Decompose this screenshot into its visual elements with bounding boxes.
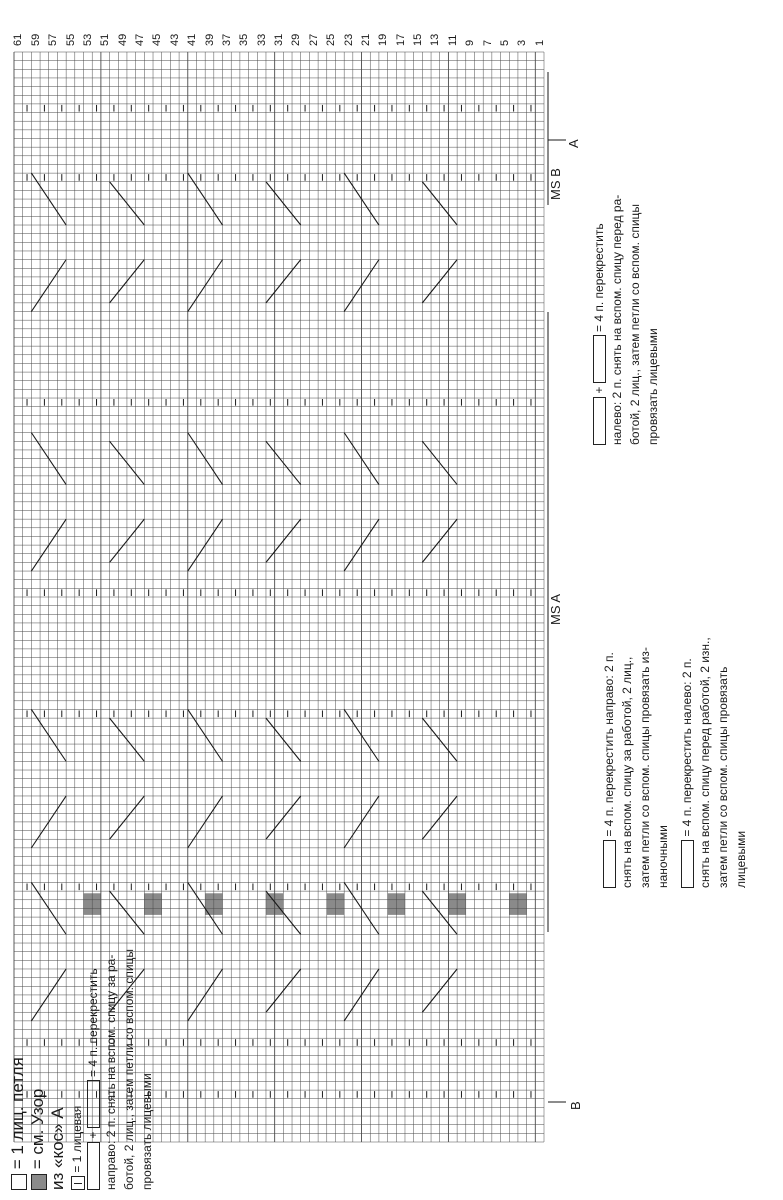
row-number: 21 (359, 33, 372, 46)
row-number: 37 (220, 33, 233, 46)
cable-left-knit-alt-icon (593, 335, 606, 383)
legend-cross-right-purl-2: затем петли со вспом. спицы провязать из- (638, 647, 652, 888)
cable-right-icon (87, 1142, 100, 1190)
cable-right-purl-icon (603, 840, 616, 888)
row-number: 23 (342, 33, 355, 46)
plus-sign: + (86, 1131, 100, 1139)
row-number: 51 (99, 33, 112, 46)
marker-ms-a-label: MS A (548, 593, 563, 625)
legend-knit-stitch-text: = 1 лиц. петля (8, 1057, 27, 1170)
row-number: 5 (498, 39, 511, 46)
row-number: 15 (412, 33, 424, 46)
legend-knit-stitch (8, 1057, 28, 1190)
legend-cross-right-knit-head (86, 968, 101, 1190)
legend-cross-left-purl-2: затем петли со вспом. спицы провязать (716, 666, 730, 888)
empty-cell-icon (11, 1174, 27, 1190)
legend-cross-left-knit-0: = 4 п. перекрестить (592, 223, 606, 332)
legend-knit (70, 1106, 85, 1190)
row-number: 3 (516, 39, 529, 46)
legend-cross-right-purl-0: = 4 п. перекрестить направо: 2 п. (602, 652, 616, 837)
row-number: 33 (255, 33, 268, 46)
row-number: 11 (446, 34, 459, 46)
plus-sign-2: + (592, 386, 606, 394)
row-number: 7 (481, 39, 494, 46)
legend-cross-left-knit-3: провязать лицевыми (646, 328, 660, 445)
row-number: 41 (186, 33, 199, 46)
cable-left-purl-icon (681, 840, 694, 888)
legend-cross-left-knit-head (592, 223, 607, 445)
legend-cross-right-purl-head (602, 652, 617, 888)
row-number: 57 (47, 33, 60, 46)
row-number: 9 (464, 39, 477, 46)
row-number: 19 (377, 33, 390, 46)
row-number: 59 (29, 33, 42, 46)
legend-cross-left-knit-2: ботой, 2 лиц., затем петли со вспом. спицы (628, 203, 642, 445)
row-number: 55 (64, 33, 77, 46)
row-number: 39 (203, 33, 216, 46)
row-number: 29 (290, 33, 303, 46)
row-number: 17 (394, 33, 407, 46)
row-number: 45 (151, 33, 164, 46)
legend-cross-right-knit-3: провязать лицевыми (140, 1073, 154, 1190)
row-number: 53 (81, 33, 94, 46)
legend-knit-text: = 1 лицевая (70, 1105, 84, 1173)
cable-left-knit-icon (593, 397, 606, 445)
marker-ms-b-label: MS B (548, 168, 563, 200)
marker-b-label: B (568, 1101, 583, 1110)
legend-cross-left-purl-head (680, 658, 695, 888)
row-number: 1 (533, 39, 546, 46)
row-number: 31 (273, 33, 285, 46)
legend-cross-right-knit-0: = 4 п. перекрестить (86, 968, 100, 1077)
cable-right-alt-icon (87, 1080, 100, 1128)
row-number: 25 (325, 33, 338, 46)
gray-cell-icon (31, 1174, 47, 1190)
legend-cross-left-purl-0: = 4 п. перекрестить налево: 2 п. (680, 658, 694, 837)
knit-symbol-icon (71, 1176, 85, 1190)
legend-cross-left-purl-3: лицевыми (734, 830, 748, 888)
legend-see-pattern (28, 1089, 48, 1190)
legend-cross-right-knit-1: направо: 2 п. снять на вспом. спицу за ра- (104, 954, 118, 1190)
legend-see-pattern-cont: из «кос» А (48, 1107, 67, 1190)
legend-cross-right-purl-3: наночными (656, 825, 670, 888)
legend-cross-left-purl-1: снять на вспом. спицу перед работой, 2 изн., (698, 637, 712, 888)
row-number: 43 (168, 33, 181, 46)
legend-cross-right-knit-2: ботой, 2 лиц., затем петли со вспом. спицы (122, 948, 136, 1190)
legend-see-pattern-text: = см. Узор (28, 1088, 47, 1170)
row-number: 61 (12, 33, 25, 46)
marker-a-label: A (566, 139, 581, 148)
row-number: 27 (307, 33, 320, 46)
row-number: 35 (238, 33, 251, 46)
row-number: 49 (116, 33, 129, 46)
legend-cross-left-knit-1: налево: 2 п. снять на вспом. спицу перед ра- (610, 194, 624, 445)
row-number: 47 (134, 33, 146, 46)
legend-cross-right-purl-1: снять на вспом. спицу за работой, 2 лиц., (620, 656, 634, 888)
row-number: 13 (429, 33, 442, 46)
